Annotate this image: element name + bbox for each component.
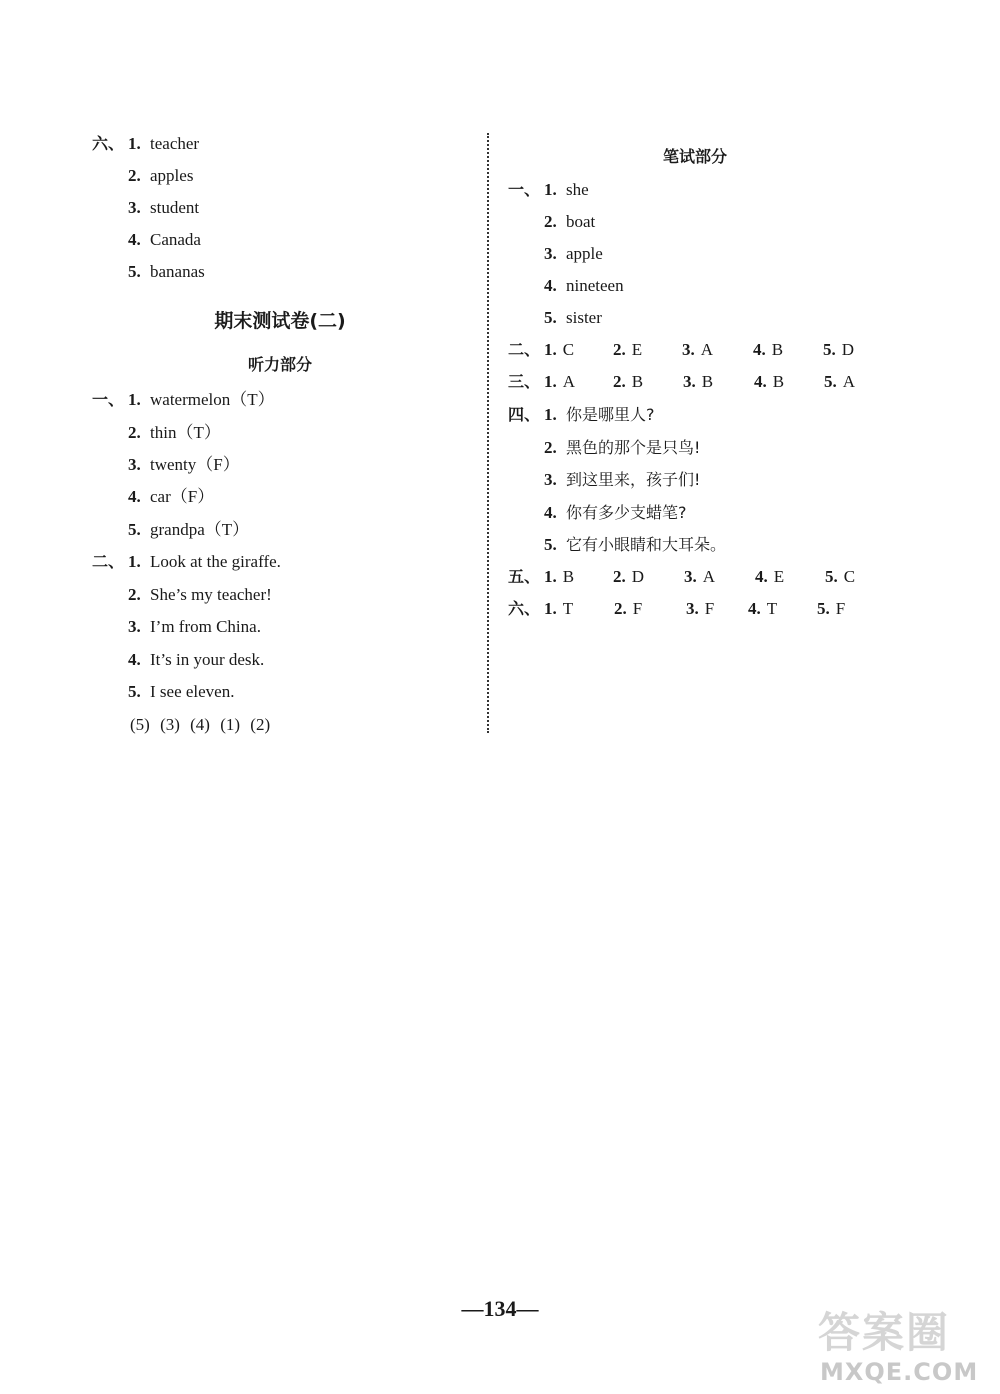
answer-4: 4. T [748, 599, 778, 618]
left-sec2-item-4: 4. It’s in your desk. [128, 650, 265, 669]
right-sec4-item-5: 5. 它有小眼睛和大耳朵。 [544, 535, 727, 554]
answer-1: 1. T [544, 599, 574, 618]
right-sec1-item-2: 2. boat [544, 212, 596, 231]
answer-1: 1. A [544, 372, 576, 391]
answer-5: 5. F [817, 599, 846, 618]
left-sec1-item-3: 3. twenty（F） [128, 455, 240, 474]
left-sec6-item-3: 3. student [128, 198, 200, 217]
left-sec2-item-2: 2. She’s my teacher! [128, 585, 272, 604]
answer-5: 5. A [824, 372, 856, 391]
answer-2: 2. B [613, 372, 644, 391]
right-sec1-item-5: 5. sister [544, 308, 602, 327]
left-sec6-item-1: 六、 1. teacher [92, 134, 200, 153]
answer-4: 4. B [754, 372, 785, 391]
listening-section-title: 听力部分 [247, 355, 312, 374]
section-marker: 六、 [92, 134, 125, 153]
section-marker: 二、 [508, 340, 541, 359]
answer-5: 5. C [825, 567, 856, 586]
answer-2: 2. E [613, 340, 643, 359]
right-sec4-item-1: 四、 1. 你是哪里人? [508, 405, 655, 424]
section-marker: 五、 [508, 567, 541, 586]
left-sec2-item-1: 二、 1. Look at the giraffe. [92, 552, 281, 571]
answer-3: 3. A [682, 340, 714, 359]
section-marker: 六、 [508, 599, 541, 618]
right-sec4-item-2: 2. 黑色的那个是只鸟! [544, 438, 701, 457]
answer-3: 3. B [683, 372, 714, 391]
right-sec1-item-3: 3. apple [544, 244, 603, 263]
watermark-url: MXQE.COM [820, 1358, 979, 1386]
left-sec2-item-5: 5. I see eleven. [128, 682, 235, 701]
right-sec1-item-1: 一、 1. she [508, 180, 589, 199]
left-sec1-item-5: 5. grandpa（T） [128, 520, 250, 539]
left-sec6-item-2: 2. apples [128, 166, 194, 185]
left-sec2-order: (5) (3) (4) (1) (2) [130, 715, 271, 734]
right-sec4-item-4: 4. 你有多少支蜡笔? [544, 503, 687, 522]
section-marker: 四、 [508, 405, 541, 424]
right-sec2-answers [508, 339, 888, 361]
right-sec4-item-3: 3. 到这里来，孩子们! [544, 470, 701, 489]
left-sec1-item-2: 2. thin（T） [128, 423, 221, 442]
answer-1: 1. B [544, 567, 575, 586]
right-sec5-answers [508, 566, 888, 588]
answer-1: 1. C [544, 340, 575, 359]
column-divider [487, 133, 489, 733]
right-sec3-answers [508, 371, 888, 393]
answer-4: 4. E [755, 567, 785, 586]
left-sec2-item-3: 3. I’m from China. [128, 617, 261, 636]
answer-3: 3. F [686, 599, 715, 618]
left-sec6-item-5: 5. bananas [128, 262, 205, 281]
written-section-title: 笔试部分 [662, 147, 727, 166]
answer-2: 2. F [614, 599, 643, 618]
answer-2: 2. D [613, 567, 645, 586]
left-sec6-item-4: 4. Canada [128, 230, 201, 249]
answer-5: 5. D [823, 340, 855, 359]
left-sec1-item-4: 4. car（F） [128, 487, 215, 506]
watermark-text: 答案圈 [818, 1308, 951, 1357]
section-marker: 一、 [508, 180, 541, 199]
section-marker: 一、 [92, 390, 125, 409]
page-number: —134— [461, 1296, 539, 1321]
right-sec6-answers [508, 598, 888, 620]
exam-title: 期末测试卷(二) [214, 310, 346, 332]
watermark-logo [818, 1300, 988, 1390]
right-sec1-item-4: 4. nineteen [544, 276, 624, 295]
section-marker: 二、 [92, 552, 125, 571]
answer-4: 4. B [753, 340, 784, 359]
answer-3: 3. A [684, 567, 716, 586]
left-sec1-item-1: 一、 1. watermelon（T） [92, 390, 275, 409]
section-marker: 三、 [508, 372, 541, 391]
